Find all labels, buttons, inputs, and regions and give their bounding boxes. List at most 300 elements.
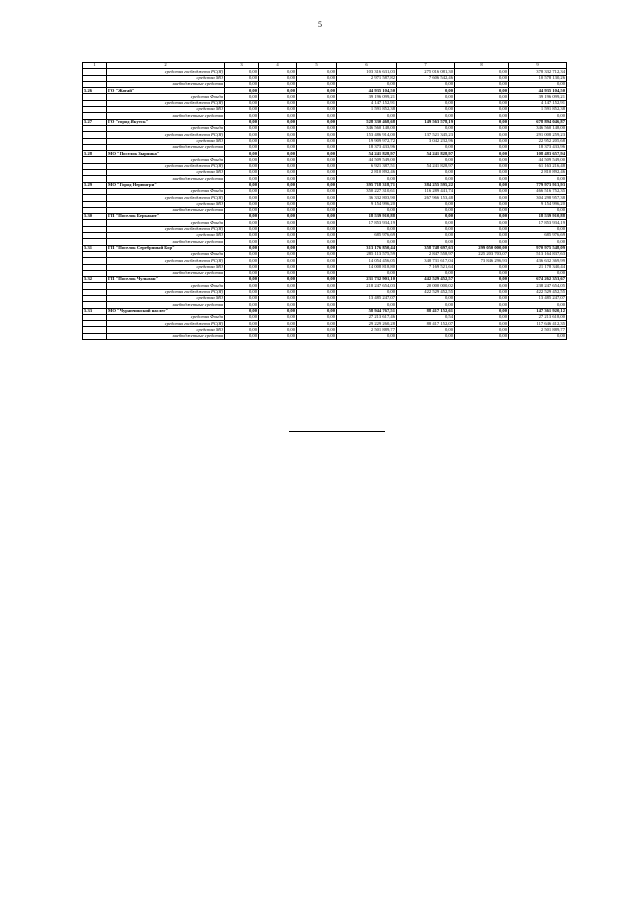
amount-cell: 970 975 548,09 [509, 245, 567, 251]
amount-cell: 0,00 [297, 270, 337, 276]
amount-cell: 0,00 [225, 81, 259, 87]
amount-cell: 0,00 [225, 233, 259, 239]
amount-cell: 0,00 [225, 132, 259, 138]
amount-cell: 0,00 [259, 302, 297, 308]
amount-cell: 0,00 [397, 100, 455, 106]
amount-cell: 44 509 549,00 [337, 157, 397, 163]
amount-cell: 0,00 [455, 207, 509, 213]
amount-cell: 674 262 353,67 [509, 277, 567, 283]
amount-cell: 0,00 [225, 151, 259, 157]
row-name: средства МО [107, 75, 225, 81]
amount-cell: 0,00 [455, 289, 509, 295]
amount-cell: 0,00 [259, 132, 297, 138]
amount-cell: 0,00 [509, 270, 567, 276]
amount-cell: 18 539 910,88 [509, 214, 567, 220]
amount-cell: 0,00 [297, 302, 337, 308]
amount-cell: 0,00 [455, 283, 509, 289]
closing-rule [289, 431, 385, 432]
row-name: средства МО [107, 264, 225, 270]
amount-cell: 346 560 148,00 [337, 125, 397, 131]
row-name: средства госбюджета РС(Я) [107, 100, 225, 106]
amount-cell: 0,00 [297, 277, 337, 283]
amount-cell: 0,00 [225, 201, 259, 207]
amount-cell: 0,00 [455, 100, 509, 106]
amount-cell: 0,00 [297, 251, 337, 257]
amount-cell: 0,00 [259, 314, 297, 320]
amount-cell: 299 050 000,00 [455, 245, 509, 251]
amount-cell: 2 810 892,46 [509, 170, 567, 176]
amount-cell: 29 229 260,28 [337, 321, 397, 327]
row-code: 5.30 [83, 214, 107, 220]
amount-cell: 0,00 [225, 283, 259, 289]
amount-cell: 0,00 [297, 289, 337, 295]
amount-cell: 0,00 [297, 321, 337, 327]
amount-cell: 0,00 [297, 201, 337, 207]
amount-cell: 117 646 412,35 [509, 321, 567, 327]
amount-cell: 3 042 232,96 [397, 138, 455, 144]
row-name: внебюджетные средства [107, 144, 225, 150]
amount-cell: 0,00 [259, 226, 297, 232]
funding-source-row [83, 333, 567, 339]
amount-cell: 0,00 [397, 233, 455, 239]
amount-cell: 0,00 [297, 69, 337, 75]
amount-cell: 395 718 318,71 [337, 182, 397, 188]
amount-cell: 6 921 387,51 [337, 163, 397, 169]
amount-cell: 0,00 [297, 163, 337, 169]
amount-cell: 779 973 913,93 [509, 182, 567, 188]
amount-cell: 0,00 [297, 132, 337, 138]
amount-cell: 0,00 [297, 182, 337, 188]
amount-cell: 1 591 852,38 [509, 107, 567, 113]
amount-cell: 0,54 [397, 314, 455, 320]
row-name: средства МО [107, 327, 225, 333]
amount-cell: 0,00 [455, 138, 509, 144]
amount-cell: 0,00 [225, 321, 259, 327]
amount-cell: 0,00 [455, 170, 509, 176]
amount-cell: 0,00 [259, 113, 297, 119]
amount-cell: 73 846 296,93 [455, 258, 509, 264]
row-name: МО "Город Нерюнгри" [107, 182, 225, 188]
amount-cell: 0,00 [297, 170, 337, 176]
amount-cell: 54 241 828,97 [397, 163, 455, 169]
amount-cell: 0,00 [297, 233, 337, 239]
amount-cell: 0,00 [297, 195, 337, 201]
amount-cell: 231 732 901,10 [337, 277, 397, 283]
amount-cell: 0,00 [509, 113, 567, 119]
amount-cell: 36 332 803,90 [337, 195, 397, 201]
amount-cell: 0,00 [259, 163, 297, 169]
amount-cell: 0,00 [297, 81, 337, 87]
amount-cell: 0,00 [297, 214, 337, 220]
amount-cell: 153 486 914,00 [337, 132, 397, 138]
amount-cell: 0,00 [297, 220, 337, 226]
amount-cell: 0,00 [397, 81, 455, 87]
amount-cell: 348 731 617,04 [397, 258, 455, 264]
amount-cell: 0,00 [297, 226, 337, 232]
row-name: ГО "город Якутск" [107, 119, 225, 125]
amount-cell: 0,00 [397, 327, 455, 333]
row-name: средства Фонда [107, 157, 225, 163]
amount-cell: 0,00 [509, 81, 567, 87]
amount-cell: 0,00 [455, 176, 509, 182]
amount-cell: 2 847 558,97 [397, 251, 455, 257]
amount-cell: 9 154 996,20 [509, 201, 567, 207]
amount-cell: 0,00 [259, 94, 297, 100]
amount-cell: 0,00 [297, 119, 337, 125]
amount-cell: 685 976,69 [337, 233, 397, 239]
amount-cell: 0,00 [259, 170, 297, 176]
amount-cell: 0,00 [259, 220, 297, 226]
amount-cell: 10 578 130,26 [509, 75, 567, 81]
amount-cell: 13 485 247,07 [509, 295, 567, 301]
amount-cell: 0,00 [297, 308, 337, 314]
amount-cell: 0,00 [455, 277, 509, 283]
amount-cell: 0,00 [225, 308, 259, 314]
amount-cell: 58 944 767,51 [337, 308, 397, 314]
row-name: внебюджетные средства [107, 81, 225, 87]
amount-cell: 0,00 [225, 258, 259, 264]
row-name: средства Фонда [107, 220, 225, 226]
column-header: 4 [259, 63, 297, 69]
amount-cell: 0,00 [455, 226, 509, 232]
amount-cell: 0,00 [455, 220, 509, 226]
amount-cell: 0,00 [397, 88, 455, 94]
amount-cell: 0,00 [297, 113, 337, 119]
row-name: средства Фонда [107, 251, 225, 257]
amount-cell: 7 169 521,64 [397, 264, 455, 270]
amount-cell: 0,00 [337, 226, 397, 232]
amount-cell: 0,00 [225, 239, 259, 245]
amount-cell: 0,00 [455, 314, 509, 320]
amount-cell: 39 196 099,21 [337, 94, 397, 100]
row-name: ГО "Жатай" [107, 88, 225, 94]
amount-cell: 0,00 [225, 144, 259, 150]
row-name: ГП "Поселок Серебряный Бор" [107, 245, 225, 251]
amount-cell: 0,00 [259, 182, 297, 188]
amount-cell: 0,00 [259, 283, 297, 289]
amount-cell: 0,00 [259, 188, 297, 194]
row-name: средства Фонда [107, 314, 225, 320]
amount-cell: 44 509 549,00 [509, 157, 567, 163]
amount-cell: 39 196 099,21 [509, 94, 567, 100]
amount-cell: 0,00 [225, 277, 259, 283]
row-name: внебюджетные средства [107, 207, 225, 213]
amount-cell: 116 289 441,74 [397, 188, 455, 194]
amount-cell: 0,00 [225, 119, 259, 125]
page-number: 5 [318, 20, 322, 29]
amount-cell: 0,00 [455, 75, 509, 81]
amount-cell: 0,00 [455, 107, 509, 113]
amount-cell: 21 178 340,44 [509, 264, 567, 270]
amount-cell: 378 332 712,34 [509, 69, 567, 75]
amount-cell: 0,00 [259, 289, 297, 295]
amount-cell: 17 853 934,19 [337, 220, 397, 226]
amount-cell: 0,00 [455, 188, 509, 194]
amount-cell: 0,00 [337, 289, 397, 295]
row-name: внебюджетные средства [107, 113, 225, 119]
amount-cell: 0,00 [455, 201, 509, 207]
amount-cell: 0,00 [509, 207, 567, 213]
amount-cell: 0,00 [225, 295, 259, 301]
amount-cell: 513 164 837,63 [509, 251, 567, 257]
amount-cell: 0,00 [297, 100, 337, 106]
amount-cell: 7 606 542,46 [397, 75, 455, 81]
amount-cell: 0,00 [225, 270, 259, 276]
amount-cell: 0,00 [225, 207, 259, 213]
amount-cell: 0,00 [225, 333, 259, 339]
row-name: средства МО [107, 138, 225, 144]
amount-cell: 0,00 [225, 214, 259, 220]
amount-cell: 0,00 [397, 94, 455, 100]
amount-cell: 0,00 [509, 333, 567, 339]
row-code: 5.28 [83, 151, 107, 157]
amount-cell: 0,00 [259, 233, 297, 239]
amount-cell: 2 810 892,46 [337, 170, 397, 176]
column-header: 3 [225, 63, 259, 69]
amount-cell: 0,00 [297, 75, 337, 81]
amount-cell: 0,00 [225, 100, 259, 106]
amount-cell: 0,00 [297, 245, 337, 251]
amount-cell: 54 241 828,97 [337, 151, 397, 157]
amount-cell: 0,00 [397, 107, 455, 113]
amount-cell: 0,00 [509, 302, 567, 308]
amount-cell: 0,00 [509, 176, 567, 182]
amount-cell: 0,00 [397, 113, 455, 119]
amount-cell: 0,00 [225, 226, 259, 232]
amount-cell: 0,00 [259, 100, 297, 106]
amount-cell: 0,00 [297, 333, 337, 339]
amount-cell: 346 560 148,00 [509, 125, 567, 131]
amount-cell: 0,00 [297, 327, 337, 333]
amount-cell: 0,00 [337, 270, 397, 276]
row-name: средства госбюджета РС(Я) [107, 321, 225, 327]
amount-cell: 0,00 [397, 157, 455, 163]
amount-cell: 0,00 [297, 188, 337, 194]
amount-cell: 0,00 [297, 144, 337, 150]
amount-cell: 0,00 [259, 251, 297, 257]
amount-cell: 0,00 [259, 144, 297, 150]
amount-cell: 0,00 [259, 277, 297, 283]
amount-cell: 0,00 [225, 69, 259, 75]
row-name: средства госбюджета РС(Я) [107, 226, 225, 232]
amount-cell: 0,00 [397, 125, 455, 131]
row-name: ГП "Поселок Беркакит" [107, 214, 225, 220]
budget-table [82, 62, 567, 340]
amount-cell: 27 213 618,00 [509, 314, 567, 320]
amount-cell: 350 227 310,61 [337, 188, 397, 194]
amount-cell: 225 203 703,07 [455, 251, 509, 257]
column-header: 9 [509, 63, 567, 69]
amount-cell: 0,00 [297, 239, 337, 245]
amount-cell: 14 008 818,80 [337, 264, 397, 270]
column-header: 1 [83, 63, 107, 69]
column-header: 7 [397, 63, 455, 69]
amount-cell: 0,00 [397, 201, 455, 207]
amount-cell: 2 501 889,77 [509, 327, 567, 333]
row-code: 5.32 [83, 277, 107, 283]
amount-cell: 14 054 456,05 [337, 258, 397, 264]
amount-cell: 0,00 [259, 119, 297, 125]
amount-cell: 0,00 [297, 176, 337, 182]
row-name: средства Фонда [107, 94, 225, 100]
amount-cell: 44 935 104,50 [337, 88, 397, 94]
amount-cell: 0,00 [397, 239, 455, 245]
amount-cell: 678 894 046,87 [509, 119, 567, 125]
amount-cell: 0,00 [259, 151, 297, 157]
row-name: средства госбюджета РС(Я) [107, 163, 225, 169]
amount-cell: 0,00 [397, 226, 455, 232]
amount-cell: 0,00 [259, 258, 297, 264]
row-code: 5.33 [83, 308, 107, 314]
amount-cell: 0,00 [259, 308, 297, 314]
row-name: МО "Чурапчинский наслег" [107, 308, 225, 314]
amount-cell: 0,00 [259, 327, 297, 333]
amount-cell: 1 591 852,38 [337, 107, 397, 113]
amount-cell: 0,00 [397, 170, 455, 176]
row-name: ГП "Поселок Чульман" [107, 277, 225, 283]
amount-cell: 61 163 216,48 [509, 163, 567, 169]
amount-cell: 4 147 152,91 [509, 100, 567, 106]
amount-cell: 0,00 [455, 113, 509, 119]
amount-cell: 0,00 [225, 176, 259, 182]
amount-cell: 0,00 [297, 264, 337, 270]
column-header: 2 [107, 63, 225, 69]
amount-cell: 147 361 920,12 [509, 308, 567, 314]
amount-cell: 0,00 [455, 233, 509, 239]
column-header: 5 [297, 63, 337, 69]
amount-cell: 0,00 [455, 94, 509, 100]
amount-cell: 218 247 654,03 [337, 283, 397, 289]
amount-cell: 0,00 [337, 176, 397, 182]
amount-cell: 0,00 [455, 308, 509, 314]
amount-cell: 2 501 889,77 [337, 327, 397, 333]
row-name: внебюджетные средства [107, 239, 225, 245]
amount-cell: 108 483 657,94 [509, 151, 567, 157]
amount-cell: 0,00 [455, 302, 509, 308]
amount-cell: 0,00 [455, 321, 509, 327]
row-code [83, 333, 107, 339]
amount-cell: 0,00 [225, 327, 259, 333]
amount-cell: 285 113 575,59 [337, 251, 397, 257]
amount-cell: 0,00 [259, 138, 297, 144]
row-name: средства госбюджета РС(Я) [107, 69, 225, 75]
row-name: средства МО [107, 170, 225, 176]
amount-cell: 0,00 [225, 170, 259, 176]
amount-cell: 137 521 345,23 [397, 132, 455, 138]
amount-cell: 0,00 [297, 258, 337, 264]
amount-cell: 422 529 452,55 [397, 289, 455, 295]
amount-cell: 436 632 369,99 [509, 258, 567, 264]
amount-cell: 0,00 [297, 107, 337, 113]
amount-cell: 9 154 996,20 [337, 201, 397, 207]
amount-cell: 0,00 [397, 295, 455, 301]
amount-cell: 0,00 [259, 270, 297, 276]
amount-cell: 0,00 [225, 125, 259, 131]
amount-cell: 0,00 [225, 75, 259, 81]
amount-cell: 291 008 259,23 [509, 132, 567, 138]
amount-cell: 313 176 850,44 [337, 245, 397, 251]
amount-cell: 0,00 [455, 333, 509, 339]
amount-cell: 0,00 [259, 245, 297, 251]
amount-cell: 0,00 [259, 88, 297, 94]
amount-cell: 0,00 [397, 220, 455, 226]
amount-cell: 384 255 595,22 [397, 182, 455, 188]
amount-cell: 0,00 [297, 94, 337, 100]
amount-cell: 275 016 081,30 [397, 69, 455, 75]
amount-cell: 0,00 [259, 214, 297, 220]
amount-cell: 422 529 452,55 [509, 289, 567, 295]
amount-cell: 18 373 433,96 [337, 144, 397, 150]
amount-cell: 0,00 [297, 283, 337, 289]
amount-cell: 0,00 [337, 333, 397, 339]
row-name: МО "Поселок Зырянка" [107, 151, 225, 157]
amount-cell: 0,00 [259, 321, 297, 327]
amount-cell: 0,00 [259, 176, 297, 182]
amount-cell: 0,00 [509, 239, 567, 245]
table-body [83, 69, 567, 340]
amount-cell: 0,00 [455, 88, 509, 94]
amount-cell: 528 330 468,68 [337, 119, 397, 125]
amount-cell: 88 417 152,61 [397, 308, 455, 314]
amount-cell: 0,00 [397, 333, 455, 339]
amount-cell: 0,00 [259, 195, 297, 201]
amount-cell: 267 966 153,48 [397, 195, 455, 201]
amount-cell: 103 316 631,03 [337, 69, 397, 75]
amount-cell: 0,00 [259, 75, 297, 81]
amount-cell: 0,00 [297, 157, 337, 163]
amount-cell: 358 748 697,63 [397, 245, 455, 251]
amount-cell: 0,00 [259, 333, 297, 339]
amount-cell: 0,00 [455, 264, 509, 270]
amount-cell: 685 976,69 [509, 233, 567, 239]
amount-cell: 0,00 [225, 94, 259, 100]
row-name: внебюджетные средства [107, 333, 225, 339]
amount-cell: 0,00 [397, 270, 455, 276]
amount-cell: 0,00 [297, 314, 337, 320]
row-name: средства госбюджета РС(Я) [107, 289, 225, 295]
amount-cell: 0,00 [225, 113, 259, 119]
amount-cell: 0,00 [455, 132, 509, 138]
amount-cell: 238 247 654,05 [509, 283, 567, 289]
amount-cell: 18 373 433,96 [509, 144, 567, 150]
row-code: 5.26 [83, 88, 107, 94]
amount-cell: 0,00 [225, 289, 259, 295]
amount-cell: 27 213 617,46 [337, 314, 397, 320]
amount-cell: 0,00 [455, 81, 509, 87]
amount-cell: 0,00 [337, 239, 397, 245]
amount-cell: 18 539 910,88 [337, 214, 397, 220]
amount-cell: 4 147 152,91 [337, 100, 397, 106]
row-name: средства госбюджета РС(Я) [107, 132, 225, 138]
amount-cell: 0,00 [225, 264, 259, 270]
row-name: средства МО [107, 107, 225, 113]
amount-cell: 0,00 [337, 207, 397, 213]
amount-cell: 17 853 934,19 [509, 220, 567, 226]
row-name: внебюджетные средства [107, 302, 225, 308]
row-name: средства госбюджета РС(Я) [107, 258, 225, 264]
column-header: 6 [337, 63, 397, 69]
amount-cell: 0,00 [259, 264, 297, 270]
column-header: 8 [455, 63, 509, 69]
amount-cell: 0,00 [225, 157, 259, 163]
row-name: средства МО [107, 295, 225, 301]
row-name: средства Фонда [107, 125, 225, 131]
amount-cell: 0,00 [225, 138, 259, 144]
amount-cell: 0,00 [259, 157, 297, 163]
amount-cell: 0,00 [455, 151, 509, 157]
amount-cell: 0,00 [225, 251, 259, 257]
amount-cell: 0,00 [259, 81, 297, 87]
